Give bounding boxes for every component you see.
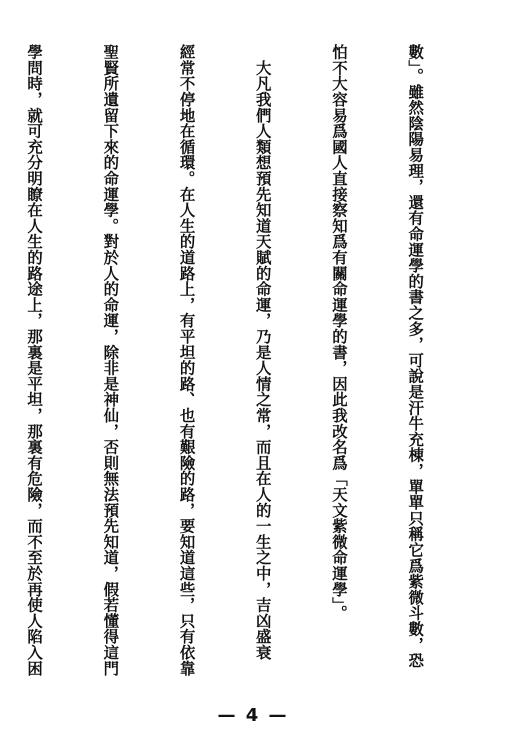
vertical-text-body [0, 44, 478, 684]
text-column: 大凡我們人類想預先知道天賦的命運，乃是人情之常，而且在人的一生之中，吉凶盛衰 [253, 44, 272, 661]
text-column: 數」。雖然陰陽易理，還有命運學的書之多，可說是汗牛充棟，單單只稱它爲紫微斗數，恐 [406, 44, 425, 669]
text-column: 怕不大容易爲國人直接察知爲有關命運學的書，因此我改名爲「天文紫微命運學」。 [329, 44, 348, 621]
text-column: 經常不停地在循環。在人生的道路上，有平坦的路、也有艱險的路，要知道這些，只有依靠 [177, 44, 196, 676]
text-column: 學問時，就可充分明瞭在人生的路途上，那裏是平坦，那裏有危險，而不至於再使人陷入困 [25, 44, 44, 676]
text-column: 聖賢所遺留下來的命運學。對於人的命運，除非是神仙，否則無法預先知道，假若懂得這門 [101, 44, 120, 676]
page-number: — 4 — [217, 705, 289, 726]
